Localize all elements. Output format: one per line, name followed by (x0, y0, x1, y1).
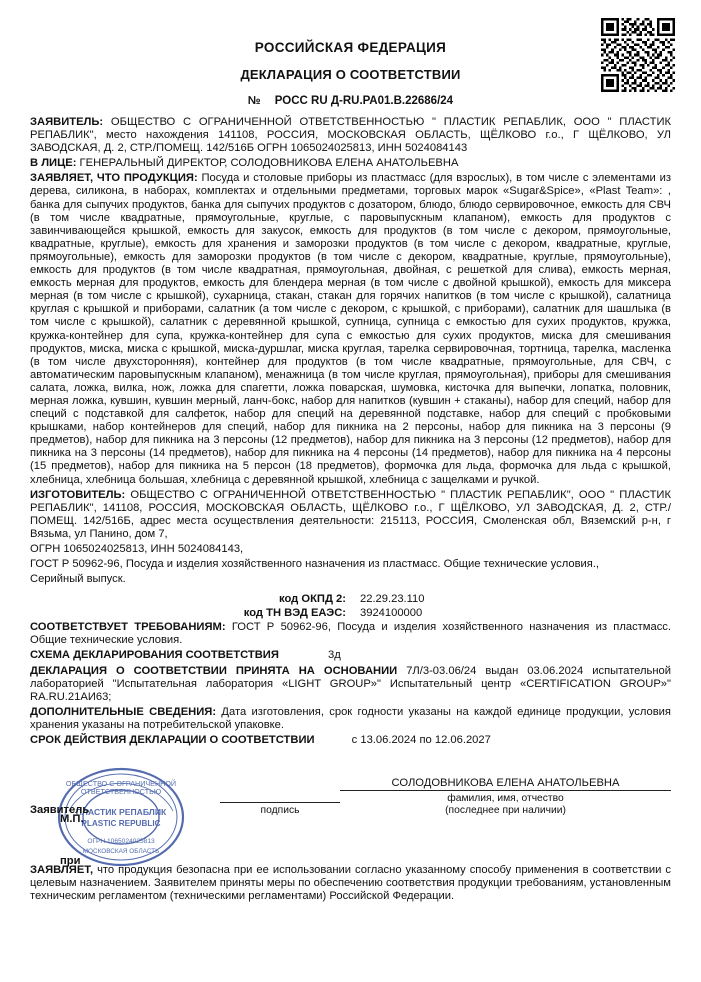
scheme-label: СХЕМА ДЕКЛАРИРОВАНИЯ СООТВЕТСТВИЯ (30, 649, 279, 662)
signer-name-line (340, 789, 671, 791)
requirements-label: СООТВЕТСТВУЕТ ТРЕБОВАНИЯМ: (30, 621, 226, 634)
person-block (30, 157, 671, 170)
svg-text:ОТВЕТСТВЕННОСТЬЮ: ОТВЕТСТВЕННОСТЬЮ (80, 787, 162, 797)
registration-number-row (30, 95, 671, 107)
product-block (30, 172, 671, 486)
requirements-block (30, 621, 671, 647)
signature-caption: подпись (260, 804, 300, 816)
declares-label: ЗАЯВЛЯЕТ, ЧТО ПРОДУКЦИЯ: (30, 172, 198, 185)
signature-row (30, 777, 671, 816)
declares-text: Посуда и столовые приборы из пластмасс (для взрослых), в том числе с элементами из дерева, силикона, в наборах, комплектах и отдельными предметами, торговых марок «Sugar&Spice», «Plast Team»: , банка для сыпучих продуктов, банка для сыпучих продуктов с дозатором, блюдо, блюдо сервировочное, емкость для СВЧ (в том числе квадратные, прямоугольные, круглые, с паровыпускным клапаном), емкость для продуктов с завинчивающейся крышкой, емкость для закусок, емкость для продуктов (в том числе с декором, прямоугольные, квадратные, круглые), емкость для хранения и заморозки продуктов (в том числе с декором, квадратные, круглые, прямоугольные), емкость для заморозки продуктов (в том числе с декором, квадратные, круглые, прямоугольные), емкость для продуктов (в том числе квадратная, прямоугольная, двойная, с решеткой для слива), емкость мерная, емкость мерная для продуктов, емкость для блендера мерная (в том числе с двойной крышкой), емкость для миксера мерная (в том числе с крышкой), сухарница, стакан, стакан для горячих напитков (в том числе с крышкой), салатница круглая с крышкой и приборами, салатник (а том числе с декором, с крышкой, с приборами), салатник для шашлыка (в том числе с крышкой), салатник с деревянной крышкой, супница, супница с емкостью для сухих продуктов, кружка, кружка-контейнер для супа, кружка-контейнер для супа с емкостью для сухих продуктов, миска для смешивания продуктов, миска, миска с крышкой, миска-дуршлаг, миска круглая, тарелка сервировочная, тортница, тарелка, масленка (в том числе двухсторонняя), контейнер для продуктов (в том числе квадратные, прямоугольные, для СВЧ, с автоматическим паровыпускным клапаном), менажница (в том числе круглая, прямоугольная), приборы для смешивания салата, ложка, вилка, нож, ложка для спагетти, ложка поварская, шумовка, кисточка для выпечки, лопатка, половник, мерная ложка, кувшин, кувшин мерный, ланч-бокс, набор для напитков (кувшин + стаканы), набор для специй, набор для специй с подставкой для салфеток, набор для специй на деревянной подставке, набор для специй с пробковыми крышками, набор контейнеров для специй, набор для пикника на 2 персоны, набор для пикника на 3 персоны (9 предметов), набор для пикника на 3 персоны (12 предметов), набор для пикника на 3 персоны (12 предметов), набор для пикника на 3 персоны (14 предметов), набор для пикника на 4 персоны (14 предметов), набор для пикника на 4 персоны (15 предметов), набор для пикника на 5 персон (18 предметов), формочка для льда, формочка для льда с крышкой, хлебница, хлебница большая, хлебница с деревянной крышкой, хлебница с защелками и ручкой. (30, 172, 671, 486)
signer-name-field (340, 777, 671, 816)
signer-name-caption-1: фамилия, имя, отчество (447, 793, 564, 805)
okpd-value: 22.29.23.110 (360, 593, 425, 606)
manufacturer-text: ОБЩЕСТВО С ОГРАНИЧЕННОЙ ОТВЕТСТВЕННОСТЬЮ " ПЛАСТИК РЕПАБЛИК", ООО " ПЛАСТИК РЕПАБЛИК", 141108, РОССИЯ, МОСКОВСКАЯ ОБЛАСТЬ, ЩЁЛКОВО г.о., Г ЩЁЛКОВО, УЛ ЗАВОДСКАЯ, Д. 2, СТР./ПОМЕЩ. 142/516Б, адрес места осуществления деятельности: 215113, РОССИЯ, Смоленская обл, Вяземский р-н, г Вязьма, ул Панино, дом 7, (30, 488, 671, 540)
okpd-row (30, 593, 671, 605)
basis-value: 7Л/3-03.06/24 выдан 03.06.2024 испытательной лабораторией "Испытательная лаборатория «LIGHT GROUP»" Испытательный центр «CERTIFICATION GROUP»" RA.RU.21АИ63; (30, 664, 671, 703)
serial-line: Серийный выпуск. (30, 573, 126, 586)
okpd-label: код ОКПД 2: (279, 593, 346, 606)
country-title: РОССИЙСКАЯ ФЕДЕРАЦИЯ (254, 40, 447, 55)
mp-label: М.П. (60, 813, 84, 826)
number-symbol: № (247, 95, 261, 107)
signature-line (220, 801, 340, 803)
final-text: что продукция безопасна при ее использовании согласно указанному способу применения в соответствии с целевым назначением. Заявителем приняты меры по обеспечению соответствия продукции требованиям, установленным техническим регламентом (техническими регламентами) Российской Федерации. (30, 864, 671, 903)
svg-text:ОГРН 1065024025813: ОГРН 1065024025813 (87, 838, 155, 846)
additional-label: ДОПОЛНИТЕЛЬНЫЕ СВЕДЕНИЯ: (30, 705, 217, 718)
svg-text:PLASTIC REPUBLIC: PLASTIC REPUBLIC (81, 819, 161, 829)
applicant-block (30, 116, 671, 155)
basis-label: ДЕКЛАРАЦИЯ О СООТВЕТСТВИИ ПРИНЯТА НА ОСНОВАНИИ (30, 664, 398, 677)
signer-name-caption-2: (последнее при наличии) (445, 804, 566, 816)
manufacturer-ogrn: ОГРН 1065024025813, ИНН 5024084143, (30, 543, 244, 555)
basis-block (30, 665, 671, 704)
applicant-text: ОБЩЕСТВО С ОГРАНИЧЕННОЙ ОТВЕТСТВЕННОСТЬЮ " ПЛАСТИК РЕПАБЛИК, ООО " ПЛАСТИК РЕПАБЛИК", место нахождения 141108, РОССИЯ, МОСКОВСКАЯ ОБЛАСТЬ, ЩЁЛКОВО г.о., Г ЩЁЛКОВО, УЛ ЗАВОДСКАЯ, Д. 2, СТР./ПОМЕЩ. 142/516Б ОГРН 1065024025813, ИНН 5024084143 (30, 116, 671, 155)
person-label: В ЛИЦЕ: (30, 157, 77, 170)
validity-block (30, 734, 671, 747)
applicant-label: ЗАЯВИТЕЛЬ: (30, 116, 104, 128)
signer-name: СОЛОДОВНИКОВА ЕЛЕНА АНАТОЛЬЕВНА (391, 777, 620, 790)
requirements-text: ГОСТ Р 50962-96, Посуда и изделия хозяйственного назначения из пластмасс. Общие технические условия. (30, 621, 671, 647)
signer-role: Заявитель (30, 804, 90, 817)
scheme-value: 3д (327, 649, 341, 662)
svg-text:ПЛАСТИК РЕПАБЛИК: ПЛАСТИК РЕПАБЛИК (75, 807, 167, 818)
manufacturer-label: ИЗГОТОВИТЕЛЬ: (30, 488, 126, 501)
scheme-block (30, 649, 671, 662)
validity-value: с 13.06.2024 по 12.06.2027 (351, 734, 491, 747)
tnved-row (30, 607, 671, 619)
tnved-value: 3924100000 (360, 607, 423, 620)
additional-text: Дата изготовления, срок годности указаны на каждой единице продукции, условия хранения указаны на потребительской упаковке. (30, 705, 671, 731)
at-label: при (60, 855, 81, 868)
qr-code (601, 18, 675, 92)
svg-text:ОБЩЕСТВО С ОГРАНИЧЕННОЙ: ОБЩЕСТВО С ОГРАНИЧЕННОЙ (65, 779, 177, 789)
validity-label: СРОК ДЕЙСТВИЯ ДЕКЛАРАЦИИ О СООТВЕТСТВИИ (30, 734, 315, 747)
signature-area (30, 777, 671, 868)
svg-text:МОСКОВСКАЯ ОБЛАСТЬ: МОСКОВСКАЯ ОБЛАСТЬ (82, 848, 160, 856)
signature-field (220, 801, 340, 817)
additional-block (30, 706, 671, 732)
final-label: ЗАЯВЛЯЕТ, (30, 864, 94, 877)
gost-line: ГОСТ Р 50962-96, Посуда и изделия хозяйственного назначения из пластмасс. Общие технические условия., (30, 558, 600, 571)
document-title: ДЕКЛАРАЦИЯ О СООТВЕТСТВИИ (240, 67, 461, 82)
tnved-label: код ТН ВЭД ЕАЭС: (243, 607, 346, 620)
person-text: ГЕНЕРАЛЬНЫЙ ДИРЕКТОР, СОЛОДОВНИКОВА ЕЛЕНА АНАТОЛЬЕВНА (76, 157, 459, 170)
codes-table (30, 593, 671, 619)
manufacturer-block (30, 489, 671, 541)
registration-number: РОСС RU Д-RU.РА01.В.22686/24 (274, 95, 454, 107)
